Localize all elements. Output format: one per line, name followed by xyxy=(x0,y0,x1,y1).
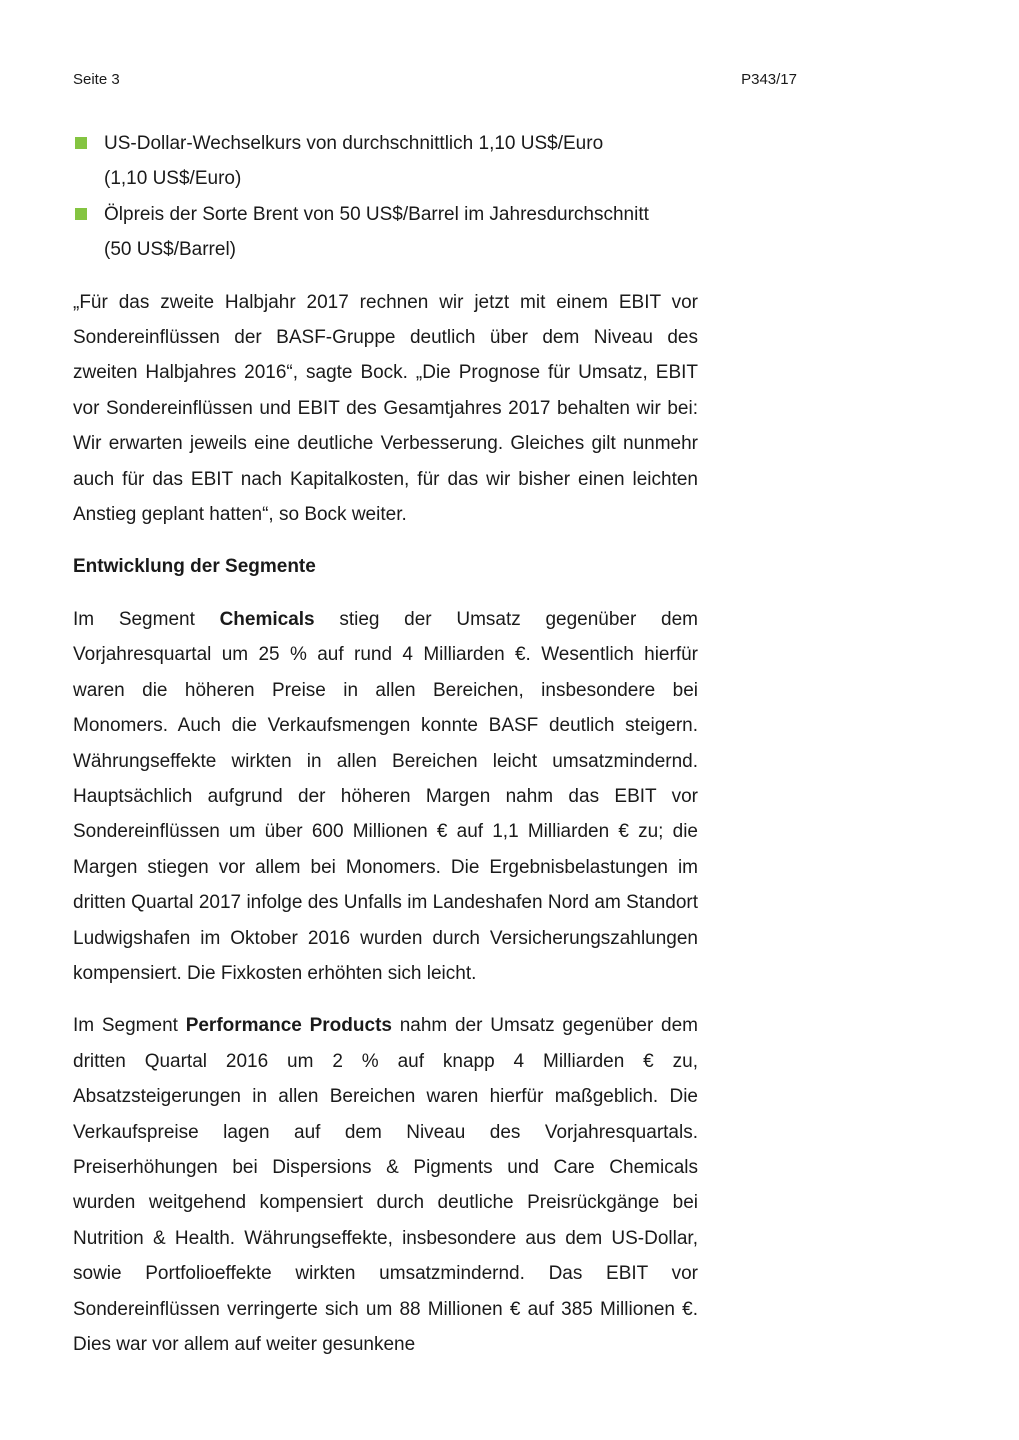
paragraph-lead: Im Segment xyxy=(73,608,220,630)
list-item xyxy=(73,197,698,268)
chemicals-paragraph xyxy=(73,602,698,991)
assumption-list xyxy=(73,126,698,268)
quote-paragraph: „Für das zweite Halbjahr 2017 rechnen wir jetzt mit einem EBIT vor Sondereinflüssen der BASF-Gruppe deutlich über dem Niveau des zweiten Halbjahres 2016“, sagte Bock. „Die Prognose für Umsatz, EBIT vor Sondereinflüssen und EBIT des Gesamtjahres 2017 behalten wir bei: Wir erwarten jeweils eine deutliche Verbesserung. Gleiches gilt nunmehr auch für das EBIT nach Kapitalkosten, für das wir bisher einen leichten Anstieg geplant hatten“, so Bock weiter. xyxy=(73,291,698,526)
segment-name: Chemicals xyxy=(219,608,315,630)
segment-name: Performance Products xyxy=(185,1015,392,1037)
document-body xyxy=(73,126,698,1362)
list-item-line: US-Dollar-Wechselkurs von durchschnittlich 1,10 US$/Euro xyxy=(104,133,604,154)
performance-paragraph xyxy=(73,1008,698,1362)
press-release-ref: P343/17 xyxy=(741,71,797,88)
list-item-line: Ölpreis der Sorte Brent von 50 US$/Barrel im Jahresdurchschnitt xyxy=(104,203,649,225)
list-item-line: (1,10 US$/Euro) xyxy=(104,168,242,190)
paragraph-lead: Im Segment xyxy=(73,1015,186,1037)
page-number: Seite 3 xyxy=(73,71,120,88)
paragraph-text: nahm der Umsatz gegenüber dem dritten Quartal 2016 um 2 % auf knapp 4 Milliarden € zu, Absatzsteigerungen in allen Bereichen waren hierfür maßgeblich. Die Verkaufspreise lagen auf dem Niveau des Vorjahresquartals. Preiserhöhungen bei Dispersions & Pigments und Care Chemicals wurden weitgehend kompensiert durch deutliche Preisrückgänge bei Nutrition & Health. Währungseffekte, insbesondere aus dem US-Dollar, sowie Portfolioeffekte wirkten umsatzmindernd. Das EBIT vor Sondereinflüssen verringerte sich um 88 Millionen € auf 385 Millionen €. Dies war vor allem auf weiter gesunkene xyxy=(73,1015,698,1355)
page-header xyxy=(73,71,797,93)
list-item xyxy=(73,126,698,197)
section-heading: Entwicklung der Segmente xyxy=(73,556,316,578)
square-bullet-icon xyxy=(75,208,87,220)
paragraph-text: stieg der Umsatz gegenüber dem Vorjahresquartal um 25 % auf rund 4 Milliarden €. Wesentlich hierfür waren die höheren Preise in allen Bereichen, insbesondere bei Monomers. Auch die Verkaufsmengen konnte BASF deutlich steigern. Währungseffekte wirkten in allen Bereichen leicht umsatzmindernd. Hauptsächlich aufgrund der höheren Margen nahm das EBIT vor Sondereinflüssen um über 600 Millionen € auf 1,1 Milliarden € zu; die Margen stiegen vor allem bei Monomers. Die Ergebnisbelastungen im dritten Quartal 2017 infolge des Unfalls im Landeshafen Nord am Standort Ludwigshafen im Oktober 2016 wurden durch Versicherungszahlungen kompensiert. Die Fixkosten erhöhten sich leicht. xyxy=(73,608,698,984)
list-item-line: (50 US$/Barrel) xyxy=(104,239,236,261)
square-bullet-icon xyxy=(75,137,87,149)
